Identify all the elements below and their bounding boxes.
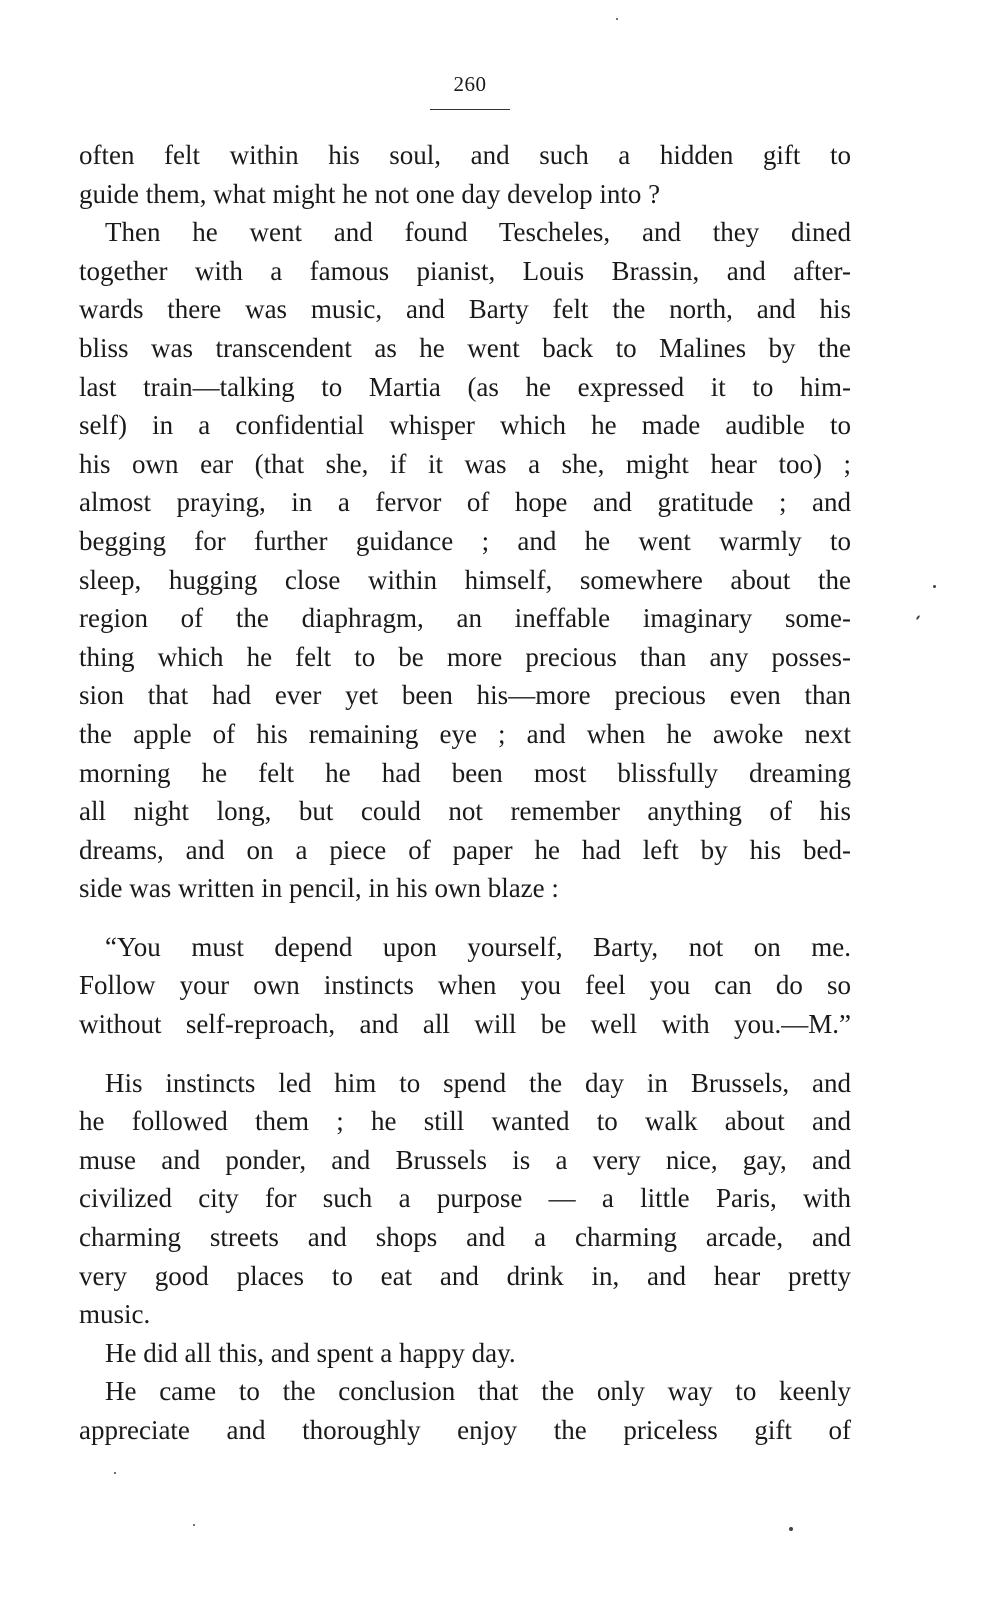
text-line: begging for further guidance ; and he went warmly to	[79, 525, 851, 556]
text-line: self) in a confidential whisper which he made audible to	[79, 410, 851, 441]
paragraph-gap	[79, 1044, 851, 1064]
paragraph-gap	[79, 908, 851, 928]
text-line: Follow your own instincts when you feel you can do so	[79, 970, 851, 1001]
scan-speck	[114, 1472, 116, 1474]
text-line: all night long, but could not remember anything of his	[79, 796, 851, 827]
text-line: side was written in pencil, in his own blaze :	[79, 873, 559, 904]
paragraph-conclusion	[79, 1372, 851, 1449]
text-line: region of the diaphragm, an ineffable imaginary some-	[79, 603, 851, 634]
text-line: almost praying, in a fervor of hope and gratitude ; and	[79, 487, 851, 518]
text-line: He came to the conclusion that the only way to keenly	[105, 1376, 851, 1407]
text-line: charming streets and shops and a charming arcade, and	[79, 1222, 851, 1253]
paragraph-continuation	[79, 136, 851, 213]
scan-speck	[193, 1524, 195, 1526]
text-line: morning he felt he had been most blissfully dreaming	[79, 757, 851, 788]
quoted-note	[79, 928, 851, 1044]
text-line: last train—talking to Martia (as he expressed it to him-	[79, 371, 851, 402]
text-line: very good places to eat and drink in, and hear pretty	[79, 1260, 851, 1291]
text-line: often felt within his soul, and such a hidden gift to	[79, 140, 851, 170]
page-number-rule	[430, 109, 510, 110]
text-line: without self-reproach, and all will be well with you.—M.”	[79, 1009, 851, 1040]
text-line: thing which he felt to be more precious than any posses-	[79, 641, 851, 672]
body-text	[79, 136, 851, 1450]
paragraph-happy-day	[79, 1334, 851, 1373]
text-line: he followed them ; he still wanted to walk about and	[79, 1106, 851, 1137]
scan-speck	[616, 18, 618, 20]
text-line: together with a famous pianist, Louis Brassin, and after-	[79, 255, 851, 286]
paragraph-tescheles	[79, 213, 851, 908]
text-line: the apple of his remaining eye ; and when he awoke next	[79, 718, 851, 749]
text-line: wards there was music, and Barty felt the north, and his	[79, 294, 851, 325]
text-line: Then he went and found Tescheles, and they dined	[105, 217, 851, 248]
scan-speck	[789, 1527, 793, 1531]
scan-speck	[916, 615, 921, 620]
scan-speck	[933, 585, 936, 588]
text-line: civilized city for such a purpose — a little Paris, with	[79, 1183, 851, 1214]
page-number: 260	[453, 72, 487, 96]
text-line: He did all this, and spent a happy day.	[105, 1337, 516, 1368]
text-line: sleep, hugging close within himself, somewhere about the	[79, 564, 851, 595]
text-line: music.	[79, 1299, 151, 1330]
text-line: His instincts led him to spend the day in Brussels, and	[105, 1067, 851, 1098]
text-line: his own ear (that she, if it was a she, might hear too) ;	[79, 448, 851, 479]
text-line: bliss was transcendent as he went back to Malines by the	[79, 332, 851, 363]
text-line: guide them, what might he not one day develop into ?	[79, 178, 661, 209]
text-line: “You must depend upon yourself, Barty, not on me.	[105, 931, 851, 962]
text-line: sion that had ever yet been his—more precious even than	[79, 680, 851, 711]
text-line: muse and ponder, and Brussels is a very nice, gay, and	[79, 1144, 851, 1175]
paragraph-brussels	[79, 1064, 851, 1334]
text-line: appreciate and thoroughly enjoy the priceless gift of	[79, 1415, 851, 1445]
text-line: dreams, and on a piece of paper he had left by his bed-	[79, 834, 851, 865]
